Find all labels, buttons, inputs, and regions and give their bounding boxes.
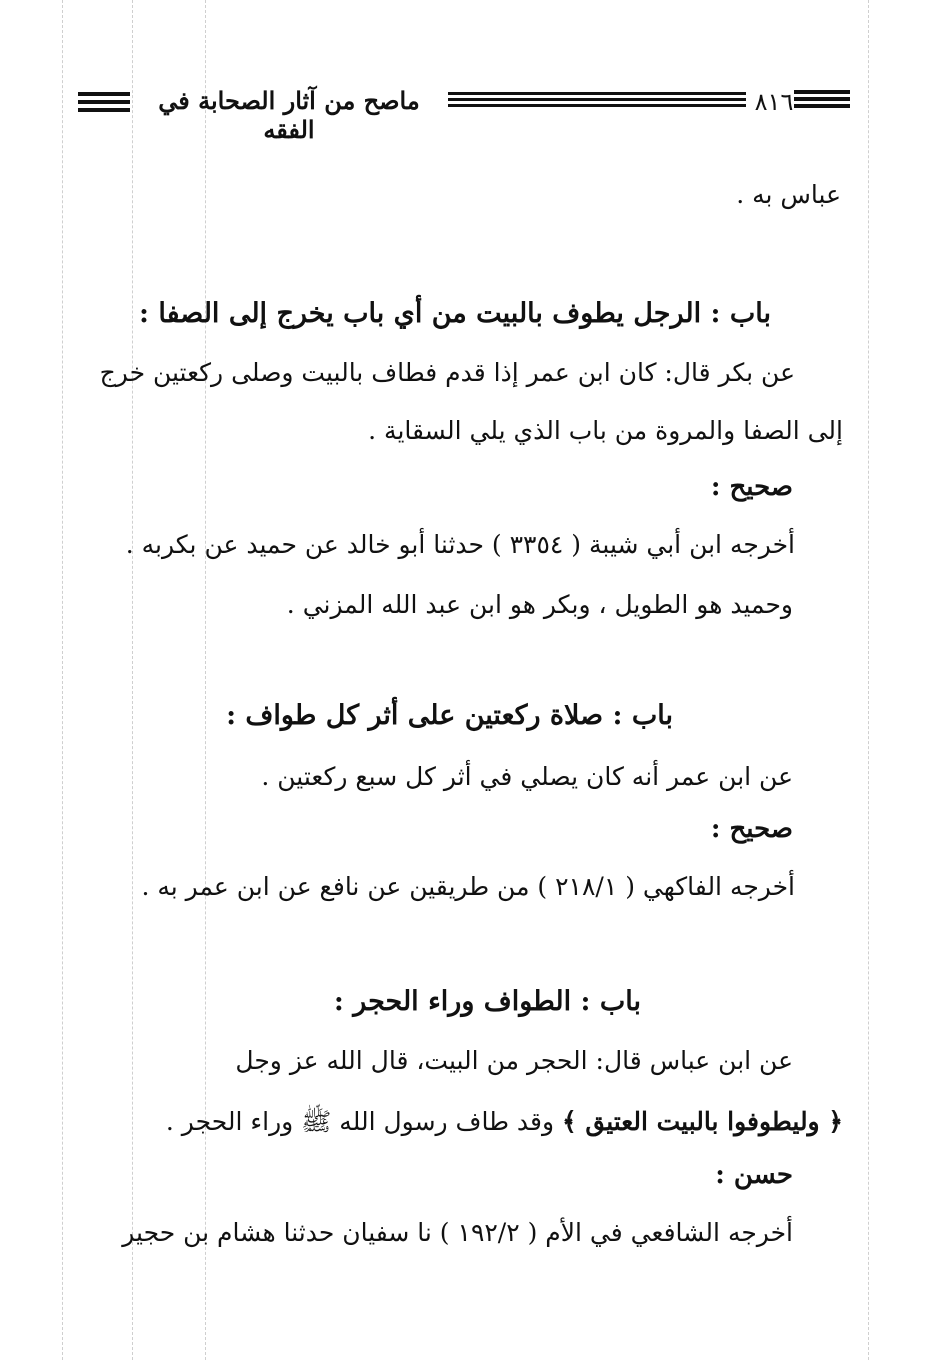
page-header (78, 84, 850, 144)
grading-label: صحيح : (710, 472, 793, 502)
grading-label: حسن : (715, 1160, 793, 1190)
text-line: عن ابن عمر أنه كان يصلي في أثر كل سبع ركعتين . (261, 762, 793, 791)
header-rule-middle (448, 92, 746, 110)
text-line (166, 1106, 843, 1143)
scan-guide-line (205, 0, 206, 1360)
scan-guide-line (132, 0, 133, 1360)
scan-guide-line (62, 0, 63, 1360)
text-line: عن بكر قال: كان ابن عمر إذا قدم فطاف بالبيت وصلى ركعتين خرج (99, 358, 795, 387)
text-line: وحميد هو الطويل ، وبكر هو ابن عبد الله المزني . (286, 590, 793, 619)
header-rule-left (78, 92, 130, 116)
grading-label: صحيح : (710, 814, 793, 844)
quran-verse: ﴿ وليطوفوا بالبيت العتيق ﴾ (562, 1107, 843, 1136)
text-line: إلى الصفا والمروة من باب الذي يلي السقاية . (368, 416, 843, 445)
page-number: ٨١٦ (754, 88, 794, 116)
section-heading: باب : صلاة ركعتين على أثر كل طواف : (226, 700, 673, 731)
header-rule-right (794, 90, 850, 111)
text-line: أخرجه الفاكهي ( ٢١٨/١ ) من طريقين عن نافع عن ابن عمر به . (141, 872, 795, 901)
section-heading: باب : الرجل يطوف بالبيت من أي باب يخرج إلى الصفا : (139, 298, 771, 329)
text-line: عباس به . (736, 180, 841, 209)
text-line: أخرجه الشافعي في الأم ( ١٩٢/٢ ) نا سفيان حدثنا هشام بن حجير (122, 1218, 793, 1247)
text-line: عن ابن عباس قال: الحجر من البيت، قال الله عز وجل (235, 1046, 793, 1075)
running-title: ماصح من آثار الصحابة في الفقه (158, 86, 420, 144)
scan-guide-line (868, 0, 869, 1360)
text-span: وقد طاف رسول الله ﷺ وراء الحجر . (165, 1107, 555, 1136)
text-line: أخرجه ابن أبي شيبة ( ٣٣٥٤ ) حدثنا أبو خالد عن حميد عن بكربه . (125, 530, 795, 559)
section-heading: باب : الطواف وراء الحجر : (333, 986, 641, 1017)
